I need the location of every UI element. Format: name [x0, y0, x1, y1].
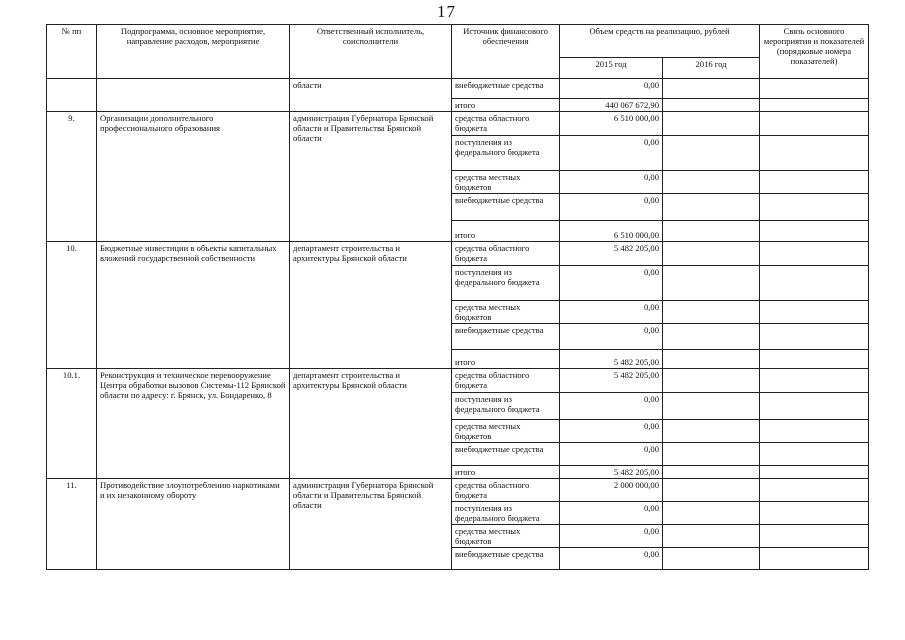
value-2016-cell [663, 194, 760, 221]
link-cell [760, 420, 869, 443]
budget-table [46, 24, 869, 570]
source-cell: средства местных бюджетов [452, 171, 560, 194]
value-2016-cell [663, 479, 760, 502]
value-2015-cell: 0,00 [560, 502, 663, 525]
table-row [47, 479, 869, 502]
link-cell [760, 324, 869, 350]
value-2015-cell: 0,00 [560, 324, 663, 350]
value-2016-cell [663, 136, 760, 171]
link-cell [760, 99, 869, 112]
total-label-cell: итого [452, 466, 560, 479]
value-2015-cell: 0,00 [560, 525, 663, 548]
source-cell: поступления из федерального бюджета [452, 266, 560, 301]
item-num-cell: 9. [47, 112, 97, 242]
header-source: Источник финансового обеспечения [452, 25, 560, 79]
table-row [47, 79, 869, 99]
header-num: № пп [47, 25, 97, 79]
total-value-cell: 5 482 205,00 [560, 466, 663, 479]
value-2016-cell [663, 221, 760, 242]
source-cell: средства областного бюджета [452, 369, 560, 393]
total-label-cell: итого [452, 350, 560, 369]
link-cell [760, 548, 869, 570]
carry-executor-cell: области [290, 79, 452, 112]
source-cell: средства областного бюджета [452, 242, 560, 266]
item-name-cell: Противодействие злоупотреблению наркотиками и их незаконному обороту [97, 479, 290, 570]
value-2015-cell: 5 482 205,00 [560, 369, 663, 393]
value-2016-cell [663, 420, 760, 443]
item-num-cell: 10.1. [47, 369, 97, 479]
header-link: Связь основного мероприятия и показателей (порядковые номера показателей) [760, 25, 869, 79]
header-subprogram: Подпрограмма, основное мероприятие, направление расходов, мероприятие [97, 25, 290, 79]
total-label-cell: итого [452, 99, 560, 112]
source-cell: средства областного бюджета [452, 479, 560, 502]
value-2015-cell: 0,00 [560, 79, 663, 99]
value-2016-cell [663, 242, 760, 266]
value-2016-cell [663, 79, 760, 99]
source-cell: внебюджетные средства [452, 324, 560, 350]
item-name-cell: Организации дополнительного профессионального образования [97, 112, 290, 242]
source-cell: средства местных бюджетов [452, 525, 560, 548]
value-2015-cell: 6 510 000,00 [560, 112, 663, 136]
value-2016-cell [663, 466, 760, 479]
value-2016-cell [663, 393, 760, 420]
value-2015-cell: 0,00 [560, 548, 663, 570]
item-executor-cell: администрация Губернатора Брянской области и Правительства Брянской области [290, 479, 452, 570]
value-2016-cell [663, 525, 760, 548]
link-cell [760, 112, 869, 136]
value-2016-cell [663, 171, 760, 194]
source-cell: поступления из федерального бюджета [452, 393, 560, 420]
link-cell [760, 466, 869, 479]
header-volume: Объем средств на реализацию, рублей [560, 25, 760, 58]
total-value-cell: 6 510 000,00 [560, 221, 663, 242]
value-2016-cell [663, 369, 760, 393]
carry-name-cell [97, 79, 290, 112]
value-2016-cell [663, 99, 760, 112]
total-value-cell: 440 067 672,90 [560, 99, 663, 112]
value-2015-cell: 0,00 [560, 443, 663, 466]
source-cell: поступления из федерального бюджета [452, 136, 560, 171]
table-row [47, 369, 869, 393]
value-2015-cell: 0,00 [560, 393, 663, 420]
value-2015-cell: 0,00 [560, 171, 663, 194]
link-cell [760, 369, 869, 393]
value-2015-cell: 2 000 000,00 [560, 479, 663, 502]
source-cell: внебюджетные средства [452, 79, 560, 99]
value-2016-cell [663, 301, 760, 324]
value-2015-cell: 0,00 [560, 301, 663, 324]
value-2015-cell: 0,00 [560, 266, 663, 301]
total-label-cell: итого [452, 221, 560, 242]
value-2015-cell: 0,00 [560, 136, 663, 171]
source-cell: внебюджетные средства [452, 194, 560, 221]
source-cell: средства областного бюджета [452, 112, 560, 136]
link-cell [760, 525, 869, 548]
value-2016-cell [663, 443, 760, 466]
header-executor: Ответственный исполнитель, соисполнители [290, 25, 452, 79]
link-cell [760, 502, 869, 525]
value-2016-cell [663, 266, 760, 301]
table-row [47, 242, 869, 266]
item-executor-cell: департамент строительства и архитектуры Брянской области [290, 242, 452, 369]
item-num-cell: 10. [47, 242, 97, 369]
link-cell [760, 479, 869, 502]
item-num-cell: 11. [47, 479, 97, 570]
link-cell [760, 350, 869, 369]
source-cell: внебюджетные средства [452, 548, 560, 570]
link-cell [760, 301, 869, 324]
table-row [47, 112, 869, 136]
link-cell [760, 393, 869, 420]
source-cell: внебюджетные средства [452, 443, 560, 466]
link-cell [760, 171, 869, 194]
carry-num-cell [47, 79, 97, 112]
source-cell: поступления из федерального бюджета [452, 502, 560, 525]
header-row [47, 25, 869, 58]
total-value-cell: 5 482 205,00 [560, 350, 663, 369]
value-2015-cell: 0,00 [560, 420, 663, 443]
link-cell [760, 194, 869, 221]
header-year-2016: 2016 год [663, 58, 760, 79]
source-cell: средства местных бюджетов [452, 420, 560, 443]
value-2016-cell [663, 112, 760, 136]
link-cell [760, 136, 869, 171]
link-cell [760, 79, 869, 99]
header-year-2015: 2015 год [560, 58, 663, 79]
value-2016-cell [663, 548, 760, 570]
link-cell [760, 266, 869, 301]
page-number: 17 [437, 2, 456, 21]
item-name-cell: Реконструкция и техническое перевооружение Центра обработки вызовов Системы-112 Брянской области по адресу: г. Брянск, ул. Бондаренко, 8 [97, 369, 290, 479]
source-cell: средства местных бюджетов [452, 301, 560, 324]
item-name-cell: Бюджетные инвестиции в объекты капитальных вложений государственной собственности [97, 242, 290, 369]
value-2016-cell [663, 350, 760, 369]
value-2015-cell: 5 482 205,00 [560, 242, 663, 266]
value-2015-cell: 0,00 [560, 194, 663, 221]
link-cell [760, 242, 869, 266]
value-2016-cell [663, 324, 760, 350]
item-executor-cell: администрация Губернатора Брянской области и Правительства Брянской области [290, 112, 452, 242]
item-executor-cell: департамент строительства и архитектуры Брянской области [290, 369, 452, 479]
link-cell [760, 443, 869, 466]
link-cell [760, 221, 869, 242]
value-2016-cell [663, 502, 760, 525]
